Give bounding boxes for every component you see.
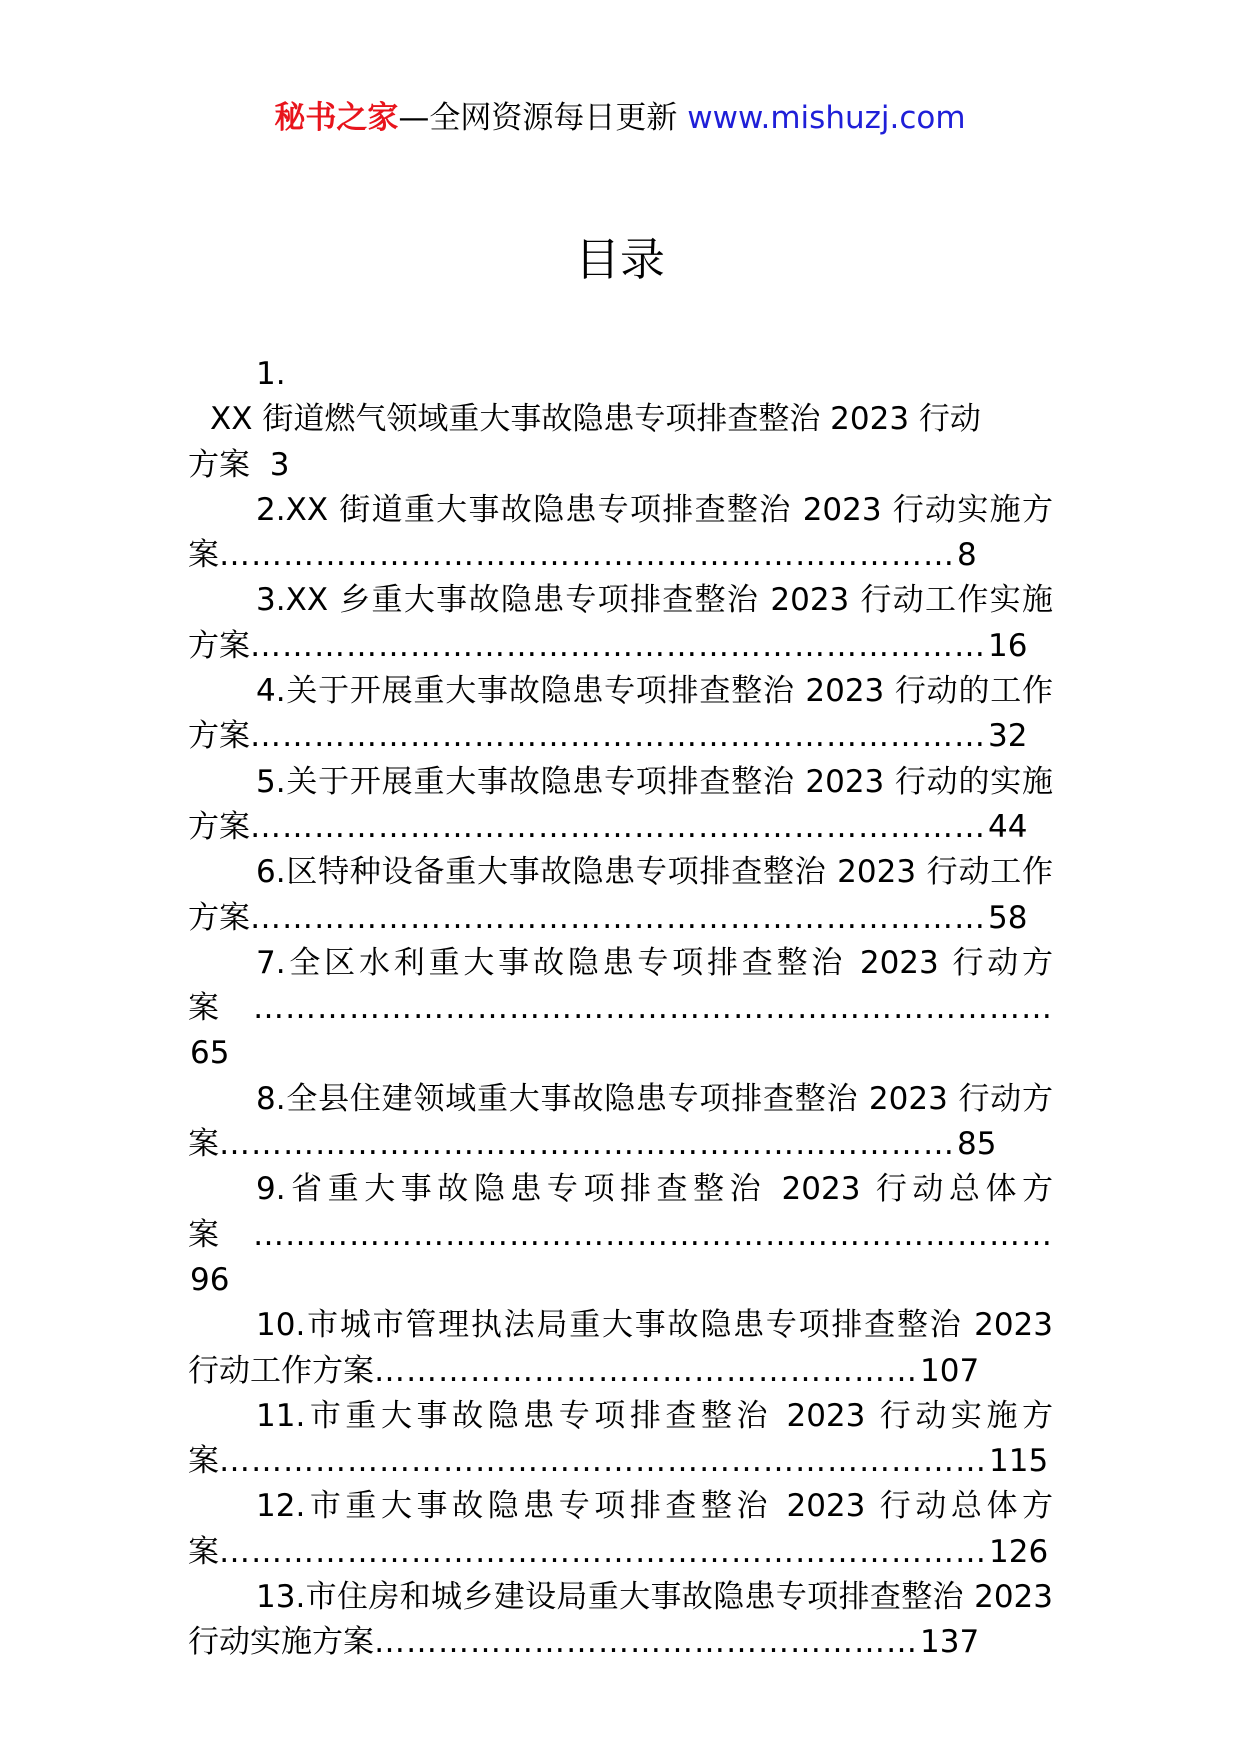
toc-entry-page: 8: [957, 537, 977, 574]
toc-entry-title: 11.市重大事故隐患专项排查整治 2023 行动实施方案: [188, 1397, 1053, 1480]
toc-entry-8[interactable]: [188, 1077, 1053, 1168]
toc-entry-title-tail: 方案: [188, 446, 250, 483]
toc-entry-title: 13.市住房和城乡建设局重大事故隐患专项排查整治 2023 行动实施方案: [188, 1579, 1053, 1661]
toc-entry-4[interactable]: [188, 669, 1053, 760]
toc-entry-page: 44: [988, 808, 1028, 845]
toc-entry-title: 4.关于开展重大事故隐患专项排查整治 2023 行动的工作方案: [188, 673, 1053, 755]
toc-entry-12[interactable]: [188, 1484, 1053, 1575]
toc-entry-page: 58: [988, 899, 1028, 936]
toc-dot-leader: ……………………………………………………………: [250, 627, 986, 664]
toc-entry-title: 5.关于开展重大事故隐患专项排查整治 2023 行动的实施方案: [188, 763, 1053, 845]
toc-entry-page: 107: [920, 1352, 980, 1389]
toc-entry-5[interactable]: [188, 760, 1053, 851]
toc-entry-title: 6.区特种设备重大事故隐患专项排查整治 2023 行动工作方案: [188, 854, 1053, 936]
toc-entry-title: 8.全县住建领域重大事故隐患专项排查整治 2023 行动方案: [188, 1080, 1053, 1163]
toc-dot-leader: ………………………………………………………………: [219, 1443, 987, 1480]
toc-entry-11[interactable]: [188, 1394, 1053, 1485]
toc-dot-leader: …………………………………………………………………: [253, 1216, 1053, 1253]
toc-entry-3[interactable]: [188, 578, 1053, 669]
toc-entry-title: 9.省重大事故隐患专项排查整治 2023 行动总体方案: [188, 1171, 1053, 1253]
toc-entry-page: 85: [957, 1126, 997, 1163]
toc-entry-page: 115: [989, 1443, 1049, 1480]
toc-entries: [188, 488, 1053, 1666]
toc-entry-page: 65: [190, 1035, 230, 1072]
toc-entry-6[interactable]: [188, 850, 1053, 941]
toc-entry-13[interactable]: [188, 1575, 1053, 1666]
toc-entry-page: 32: [988, 718, 1028, 755]
toc-entry-page: 96: [190, 1261, 230, 1298]
toc-dot-leader: ……………………………………………………………: [250, 899, 986, 936]
site-url-link[interactable]: www.mishuzj.com: [687, 100, 966, 136]
toc-entry-title: 7.全区水利重大事故隐患专项排查整治 2023 行动方案: [188, 944, 1053, 1027]
toc-entry-10[interactable]: [188, 1303, 1053, 1394]
toc-entry-tail: [188, 443, 1053, 488]
toc-entry-page: 16: [988, 627, 1028, 664]
toc-entry-1[interactable]: [188, 352, 1053, 488]
toc-dot-leader: ……………………………………………………………: [250, 718, 986, 755]
toc-dot-leader: ……………………………………………: [374, 1624, 918, 1661]
brand-name: 秘书之家: [274, 100, 399, 136]
toc-title: 目录: [574, 233, 665, 286]
site-header: [0, 98, 1240, 138]
toc-dot-leader: ……………………………………………………………: [219, 1126, 955, 1163]
header-tagline: —全网资源每日更新: [398, 100, 688, 136]
toc-dot-leader: ……………………………………………………………: [219, 537, 955, 574]
toc-entry-title: 3.XX 乡重大事故隐患专项排查整治 2023 行动工作实施方案: [188, 582, 1053, 664]
toc-entry-title: XX 街道燃气领域重大事故隐患专项排查整治 2023 行动: [210, 401, 981, 438]
toc-entry-page: 126: [989, 1533, 1049, 1570]
toc-entry-title: 12.市重大事故隐患专项排查整治 2023 行动总体方案: [188, 1488, 1053, 1570]
toc-entry-9[interactable]: [188, 1167, 1053, 1303]
toc-entry-page: 3: [269, 446, 290, 483]
toc-dot-leader: ………………………………………………………………: [219, 1533, 987, 1570]
toc-list: [188, 352, 1053, 1666]
toc-dot-leader: …………………………………………………………………: [253, 990, 1053, 1027]
toc-entry-7[interactable]: [188, 941, 1053, 1077]
toc-dot-leader: ……………………………………………………………: [250, 808, 986, 845]
toc-entry-title: 10.市城市管理执法局重大事故隐患专项排查整治 2023 行动工作方案: [188, 1307, 1053, 1389]
toc-dot-leader: ……………………………………………: [374, 1352, 918, 1389]
toc-entry-page: 137: [920, 1624, 980, 1661]
toc-entry-2[interactable]: [188, 488, 1053, 579]
toc-entry-title: 2.XX 街道重大事故隐患专项排查整治 2023 行动实施方案: [188, 491, 1053, 574]
toc-entry-number: 1.: [256, 356, 286, 392]
